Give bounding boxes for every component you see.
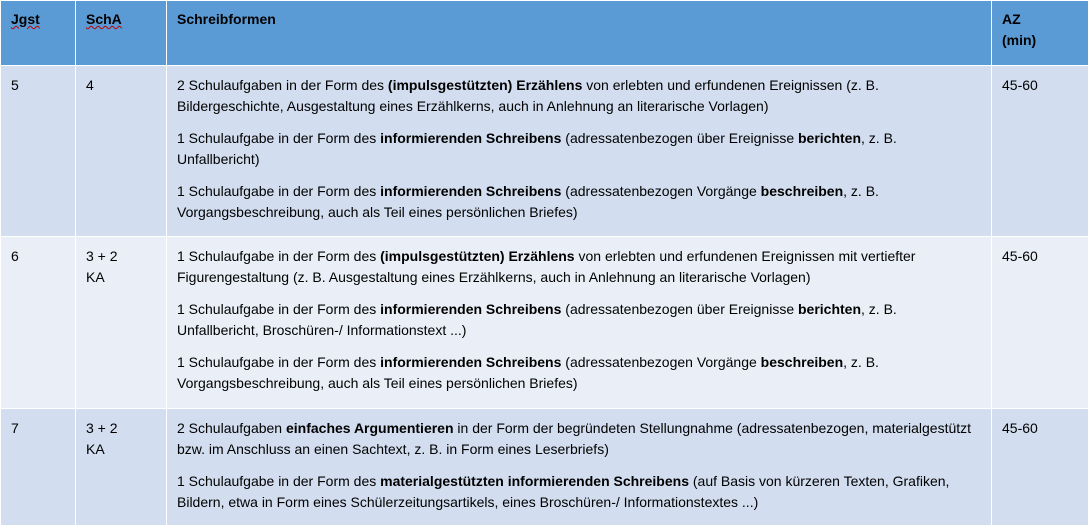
header-scha: SchA xyxy=(76,1,167,66)
schreibform-paragraph: 2 Schulaufgaben einfaches Argumentieren in der Form der begründeten Stellungnahme (adressatenbezogen, materialgestützt bzw. im Anschluss an einen Sachtext, z. B. in Form eines Leserbriefs) xyxy=(177,420,972,457)
header-row xyxy=(1,1,1089,66)
header-az: AZ (min) xyxy=(992,1,1089,66)
schreibform-paragraph: 1 Schulaufgabe in der Form des informierenden Schreibens (adressatenbezogen über Ereignisse berichten, z. B. Unfallbericht) xyxy=(177,130,897,167)
cell-az: 45-60 xyxy=(992,66,1089,237)
cell-az: 45-60 xyxy=(992,237,1089,409)
schreibform-paragraph: 1 Schulaufgabe in der Form des informierenden Schreibens (adressatenbezogen Vorgänge beschreiben, z. B. Vorgangsbeschreibung, auch als Teil eines persönlichen Briefes) xyxy=(177,183,879,220)
cell-jgst: 7 xyxy=(1,409,76,526)
table-row xyxy=(1,237,1089,409)
cell-az: 45-60 xyxy=(992,409,1089,526)
cell-schreibformen xyxy=(167,237,992,409)
cell-scha: 3 + 2 KA xyxy=(76,409,167,526)
table-row xyxy=(1,409,1089,526)
schreibform-paragraph: 1 Schulaufgabe in der Form des informierenden Schreibens (adressatenbezogen über Ereignisse berichten, z. B. Unfallbericht, Broschüren-/ Informationstext ...) xyxy=(177,301,897,338)
cell-scha: 3 + 2 KA xyxy=(76,237,167,409)
cell-schreibformen xyxy=(167,66,992,237)
cell-scha: 4 xyxy=(76,66,167,237)
cell-jgst: 5 xyxy=(1,66,76,237)
cell-jgst: 6 xyxy=(1,237,76,409)
table-row xyxy=(1,66,1089,237)
schreibform-paragraph: 1 Schulaufgabe in der Form des informierenden Schreibens (adressatenbezogen Vorgänge beschreiben, z. B. Vorgangsbeschreibung, auch als Teil eines persönlichen Briefes) xyxy=(177,354,879,391)
schreibform-paragraph: 1 Schulaufgabe in der Form des (impulsgestützten) Erzählens von erlebten und erfundenen Ereignissen mit vertiefter Figurengestaltung (z. B. Ausgestaltung eines Erzählkerns, auch in Anlehnung an literarische Vorlagen) xyxy=(177,248,916,285)
schreibform-paragraph: 2 Schulaufgaben in der Form des (impulsgestützten) Erzählens von erlebten und erfundenen Ereignissen (z. B. Bildergeschichte, Ausgestaltung eines Erzählkerns, auch in Anlehnung an literarische Vorlagen) xyxy=(177,77,879,114)
header-schreibformen: Schreibformen xyxy=(167,1,992,66)
header-jgst: Jgst xyxy=(1,1,76,66)
schreibform-paragraph: 1 Schulaufgabe in der Form des materialgestützten informierenden Schreibens (auf Basis von kürzeren Texten, Grafiken, Bildern, etwa in Form eines Schülerzeitungsartikels, eines Broschüren-/ Informationstextes ...) xyxy=(177,473,950,510)
cell-schreibformen xyxy=(167,409,992,526)
